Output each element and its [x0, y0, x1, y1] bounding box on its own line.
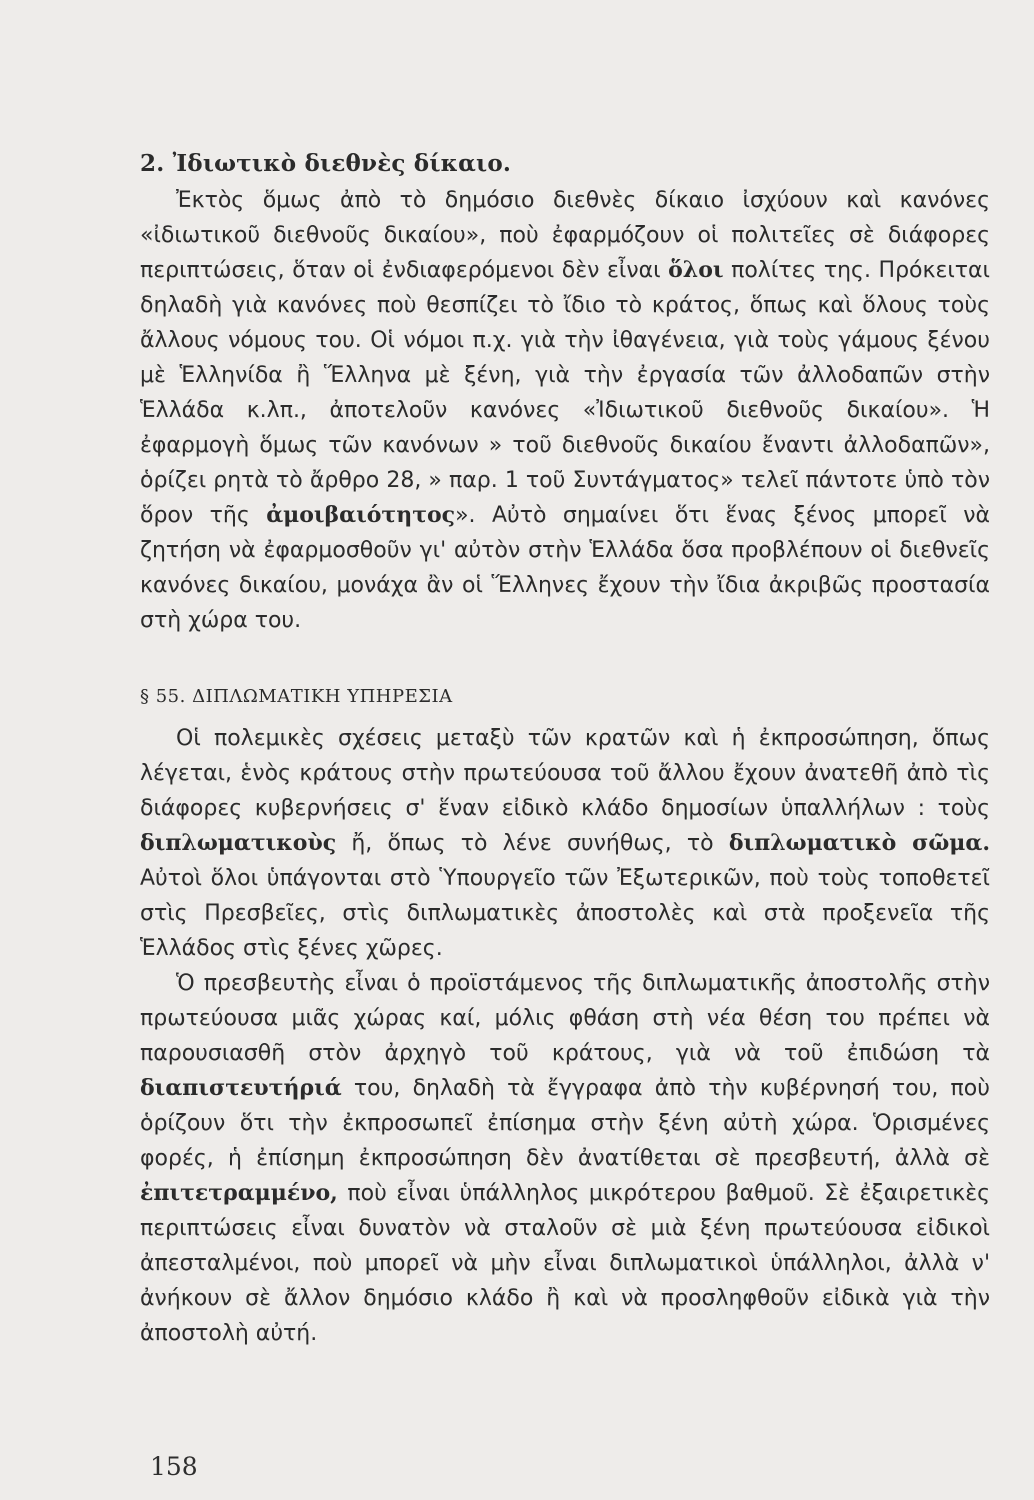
- page-content: [140, 150, 990, 1351]
- text-run: Αὐτοὶ ὅλοι ὑπάγονται στὸ Ὑπουργεῖο τῶν Ἐξωτερικῶν, ποὺ τοὺς τοποθετεῖ στὶς Πρεσβεῖες, στὶς διπλωματικὲς ἀποστολὲς καὶ στὰ προξενεῖα τῆς Ἑλλάδος στὶς ξένες χῶρες.: [140, 866, 990, 961]
- section-heading: 2. Ἰδιωτικὸ διεθνὲς δίκαιο.: [140, 150, 512, 177]
- emphasis-term: διπλωματικὸ σῶμα.: [728, 830, 990, 856]
- text-run: ποὺ εἶναι ὑπάλληλος μικρότερου βαθμοῦ. Σὲ ἐξαιρετικὲς περιπτώσεις εἶναι δυνατὸν νὰ σταλοῦν σὲ μιὰ ξένη πρωτεύουσα εἰδικοὶ ἀπεσταλμένοι, ποὺ μπορεῖ νὰ μὴν εἶναι διπλωματικοὶ ὑπάλληλοι, ἀλλὰ ν' ἀνήκουν σὲ ἄλλον δημόσιο κλάδο ἢ καὶ νὰ προσληφθοῦν εἰδικὰ γιὰ τὴν ἀποστολὴ αὐτή.: [140, 1181, 990, 1346]
- emphasis-term: ἐπιτετραμμένο,: [140, 1180, 338, 1206]
- text-run: ». Αὐτὸ σημαίνει ὅτι ἕνας ξένος μπορεῖ νὰ ζητήση νὰ ἐφαρμοσθοῦν γι' αὐτὸν στὴν Ἑλλάδα ὅσα προβλέπουν οἱ διεθνεῖς κανόνες δικαίου, μονάχα ἂν οἱ Ἕλληνες ἔχουν τὴν ἴδια ἀκριβῶς προστασία στὴ χώρα του.: [140, 503, 991, 633]
- private-international-law-paragraph: [140, 183, 990, 638]
- emphasis-term: ὅλοι: [668, 257, 724, 283]
- text-run: Ὁ πρεσβευτὴς εἶναι ὁ προϊστάμενος τῆς διπλωματικῆς ἀποστολῆς στὴν πρωτεύουσα μιᾶς χώρας καί, μόλις φθάση στὴ νέα θέση του πρέπει νὰ παρουσιασθῆ στὸν ἀρχηγὸ τοῦ κράτους, γιὰ νὰ τοῦ ἐπιδώση τὰ: [140, 971, 990, 1066]
- text-run: πολίτες της. Πρόκειται δηλαδὴ γιὰ κανόνες ποὺ θεσπίζει τὸ ἴδιο τὸ κράτος, ὅπως καὶ ὅλους τοὺς ἄλλους νόμους του. Οἱ νόμοι π.χ. γιὰ τὴν ἰθαγένεια, γιὰ τοὺς γάμους ξένου μὲ Ἑλληνίδα ἢ Ἕλληνα μὲ ξένη, γιὰ τὴν ἐργασία τῶν ἀλλοδαπῶν στὴν Ἑλλάδα κ.λπ., ἀποτελοῦν κανόνες «Ἰδιωτικοῦ διεθνοῦς δικαίου». Ἡ ἐφαρμογὴ ὅμως τῶν κανόνων » τοῦ διεθνοῦς δικαίου ἔναντι ἀλλοδαπῶν», ὁρίζει ρητὰ τὸ ἄρθρο 28, » παρ. 1 τοῦ Συντάγματος» τελεῖ πάντοτε ὑπὸ τὸν ὅρον τῆς: [140, 258, 990, 528]
- text-run: ἤ, ὅπως τὸ λένε συνήθως, τὸ: [336, 831, 729, 856]
- text-run: του, δηλαδὴ τὰ ἔγγραφα ἀπὸ τὴν κυβέρνησή του, ποὺ ὁρίζουν ὅτι τὴν ἐκπροσωπεῖ ἐπίσημα στὴν ξένη αὐτὴ χώρα. Ὁρισμένες φορές, ἡ ἐπίσημη ἐκπροσώπηση δὲν ἀνατίθεται σὲ πρεσβευτή, ἀλλὰ σὲ: [140, 1076, 990, 1171]
- diplomatic-service-paragraph-2: [140, 966, 990, 1351]
- subsection-heading: § 55. ΔΙΠΛΩΜΑΤΙΚΗ ΥΠΗΡΕΣΙΑ: [140, 686, 453, 707]
- emphasis-term: διπλωματικοὺς: [140, 830, 337, 856]
- emphasis-term: διαπιστευτήριά: [140, 1075, 342, 1101]
- text-run: Ἐκτὸς ὅμως ἀπὸ τὸ δημόσιο διεθνὲς δίκαιο ἰσχύουν καὶ κανόνες «ἰδιωτικοῦ διεθνοῦς δικαίου», ποὺ ἐφαρμόζουν οἱ πολιτεῖες σὲ διάφορες περιπτώσεις, ὅταν οἱ ἐνδιαφερόμενοι δὲν εἶναι: [140, 188, 990, 283]
- page-number: 158: [150, 1452, 198, 1481]
- emphasis-term: ἀμοιβαιότητος: [266, 502, 456, 528]
- text-run: Οἱ πολεμικὲς σχέσεις μεταξὺ τῶν κρατῶν καὶ ἡ ἐκπροσώπηση, ὅπως λέγεται, ἑνὸς κράτους στὴν πρωτεύουσα τοῦ ἄλλου ἔχουν ἀνατεθῆ ἀπὸ τὶς διάφορες κυβερνήσεις σ' ἕναν εἰδικὸ κλάδο δημοσίων ὑπαλλήλων : τοὺς: [140, 726, 990, 821]
- diplomatic-service-paragraph-1: [140, 721, 990, 966]
